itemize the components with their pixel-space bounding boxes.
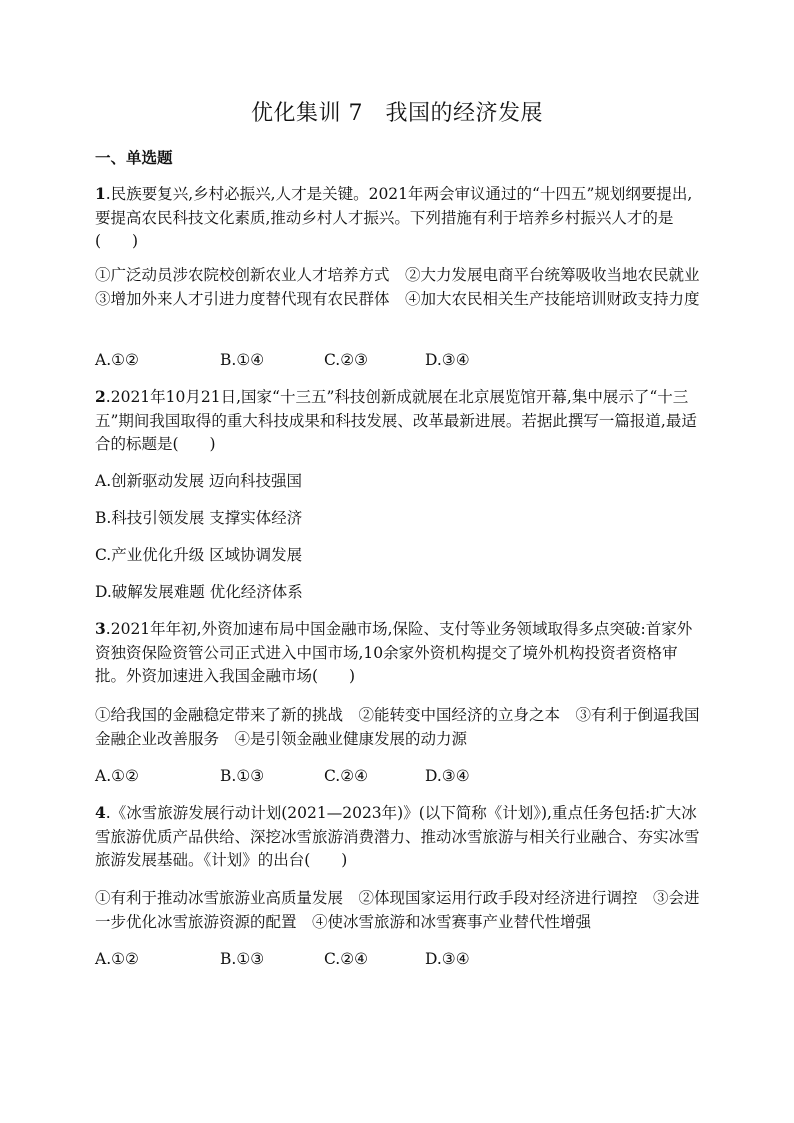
question-number: 3 — [95, 619, 106, 638]
question-1-statements: ①广泛动员涉农院校创新农业人才培养方式 ②大力发展电商平台统筹吸收当地农民就业 ③增加外来人才引进力度替代现有农民群体 ④加大农民相关生产技能培训财政支持力度 — [95, 266, 716, 308]
question-4-statements: ①有利于推动冰雪旅游业高质量发展 ②体现国家运用行政手段对经济进行调控 ③会进一步优化冰雪旅游资源的配置 ④使冰雪旅游和冰雪赛事产业替代性增强 — [95, 889, 700, 931]
question-2-stem — [95, 385, 700, 457]
option-c[interactable]: C.②④ — [324, 767, 369, 785]
question-text: .2021年10月21日,国家“十三五”科技创新成就展在北京展览馆开幕,集中展示了“十三五”期间我国取得的重大科技成果和科技发展、改革最新进展。若据此撰写一篇报道,最适合的标题是( ) — [95, 388, 697, 453]
document-title: 优化集训 7 我国的经济发展 — [251, 101, 543, 126]
question-1-options — [95, 349, 700, 372]
question-number: 2 — [95, 387, 106, 406]
option-b[interactable]: B.①④ — [220, 351, 265, 369]
option-c[interactable]: C.②③ — [324, 351, 369, 369]
option-d[interactable]: D.③④ — [425, 950, 470, 968]
option-b[interactable]: B.科技引领发展 支撑实体经济 — [95, 509, 303, 527]
question-number: 1 — [95, 184, 106, 203]
question-1-stem — [95, 182, 700, 254]
option-a[interactable]: A.①② — [95, 950, 139, 968]
option-a[interactable]: A.①② — [95, 351, 139, 369]
question-4-stem — [95, 801, 700, 873]
question-number: 4 — [95, 803, 106, 822]
question-text: .《冰雪旅游发展行动计划(2021—2023年)》(以下简称《计划》),重点任务包括:扩大冰雪旅游优质产品供给、深挖冰雪旅游消费潜力、推动冰雪旅游与相关行业融合、夯实冰雪旅游发展基础。《计划》的出台( ) — [95, 804, 700, 869]
option-d[interactable]: D.③④ — [425, 767, 470, 785]
question-text: .2021年年初,外资加速布局中国金融市场,保险、支付等业务领域取得多点突破:首家外资独资保险资管公司正式进入中国市场,10余家外资机构提交了境外机构投资者资格审批。外资加速进入我国金融市场( ) — [95, 620, 693, 685]
option-a[interactable]: A.①② — [95, 767, 139, 785]
option-c[interactable]: C.产业优化升级 区域协调发展 — [95, 546, 303, 564]
option-a[interactable]: A.创新驱动发展 迈向科技强国 — [95, 472, 303, 490]
question-3-statements: ①给我国的金融稳定带来了新的挑战 ②能转变中国经济的立身之本 ③有利于倒逼我国金融企业改善服务 ④是引领金融业健康发展的动力源 — [95, 706, 700, 748]
option-d[interactable]: D.③④ — [425, 351, 470, 369]
question-3-options — [95, 765, 700, 788]
option-b[interactable]: B.①③ — [220, 767, 265, 785]
option-b[interactable]: B.①③ — [220, 950, 265, 968]
question-4-options — [95, 948, 700, 971]
option-c[interactable]: C.②④ — [324, 950, 369, 968]
section-heading: 一、单选题 — [95, 149, 173, 167]
option-d[interactable]: D.破解发展难题 优化经济体系 — [95, 583, 303, 601]
question-text: .民族要复兴,乡村必振兴,人才是关键。2021年两会审议通过的“十四五”规划纲要提出,要提高农民科技文化素质,推动乡村人才振兴。下列措施有利于培养乡村振兴人才的是( ) — [95, 185, 693, 250]
question-3-stem — [95, 617, 700, 689]
